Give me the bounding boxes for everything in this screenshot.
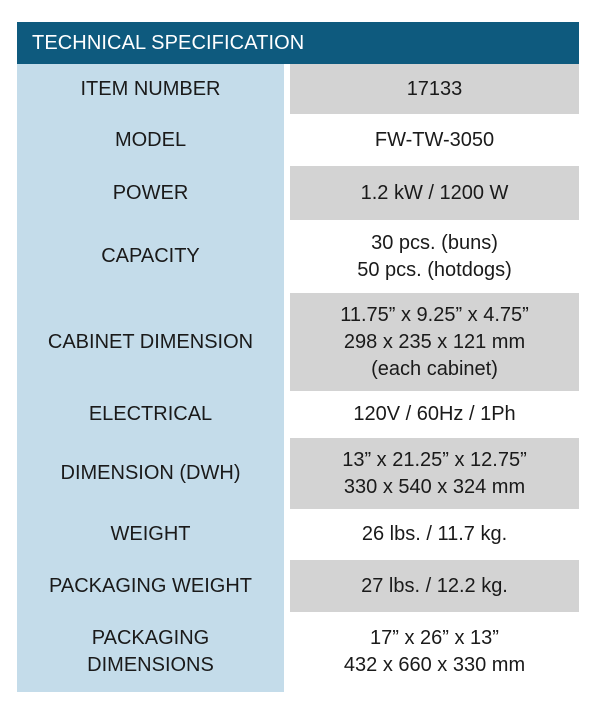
row-label: MODEL: [114, 128, 187, 151]
row-label: PACKAGING DIMENSIONS: [87, 627, 214, 676]
row-packaging-dimensions: [17, 612, 579, 692]
row-capacity: [17, 220, 579, 293]
row-weight: [17, 509, 579, 560]
row-label: ITEM NUMBER: [80, 77, 221, 100]
row-packaging-weight: [17, 560, 579, 612]
row-cabinet-dimension: [17, 293, 579, 391]
row-label: POWER: [112, 181, 189, 204]
row-label: CABINET DIMENSION: [47, 330, 254, 353]
row-dimension-dwh: [17, 438, 579, 509]
row-value: 17” x 26” x 13” 432 x 660 x 330 mm: [343, 627, 526, 676]
row-value: 30 pcs. (buns) 50 pcs. (hotdogs): [357, 231, 512, 281]
row-value: 17133: [290, 64, 579, 114]
row-model: [17, 114, 579, 166]
row-label: ELECTRICAL: [88, 403, 213, 425]
row-value: 26 lbs. / 11.7 kg.: [361, 523, 508, 545]
spec-table-header: TECHNICAL SPECIFICATION: [17, 22, 579, 64]
row-electrical: [17, 391, 579, 438]
row-label: WEIGHT: [110, 523, 191, 545]
row-label: PACKAGING WEIGHT: [49, 574, 252, 597]
row-power: [17, 166, 579, 220]
row-item-number: [17, 64, 579, 114]
row-label: DIMENSION (DWH): [60, 462, 241, 484]
row-value: FW-TW-3050: [374, 128, 495, 151]
spec-table: [17, 22, 579, 692]
row-label: CAPACITY: [101, 245, 200, 267]
row-value: 1.2 kW / 1200 W: [290, 166, 579, 220]
row-value: 120V / 60Hz / 1Ph: [353, 403, 516, 425]
row-value: 11.75” x 9.25” x 4.75” 298 x 235 x 121 mm (each cabinet): [290, 293, 579, 391]
row-value: 13” x 21.25” x 12.75” 330 x 540 x 324 mm: [290, 438, 579, 509]
row-value: 27 lbs. / 12.2 kg.: [290, 560, 579, 612]
